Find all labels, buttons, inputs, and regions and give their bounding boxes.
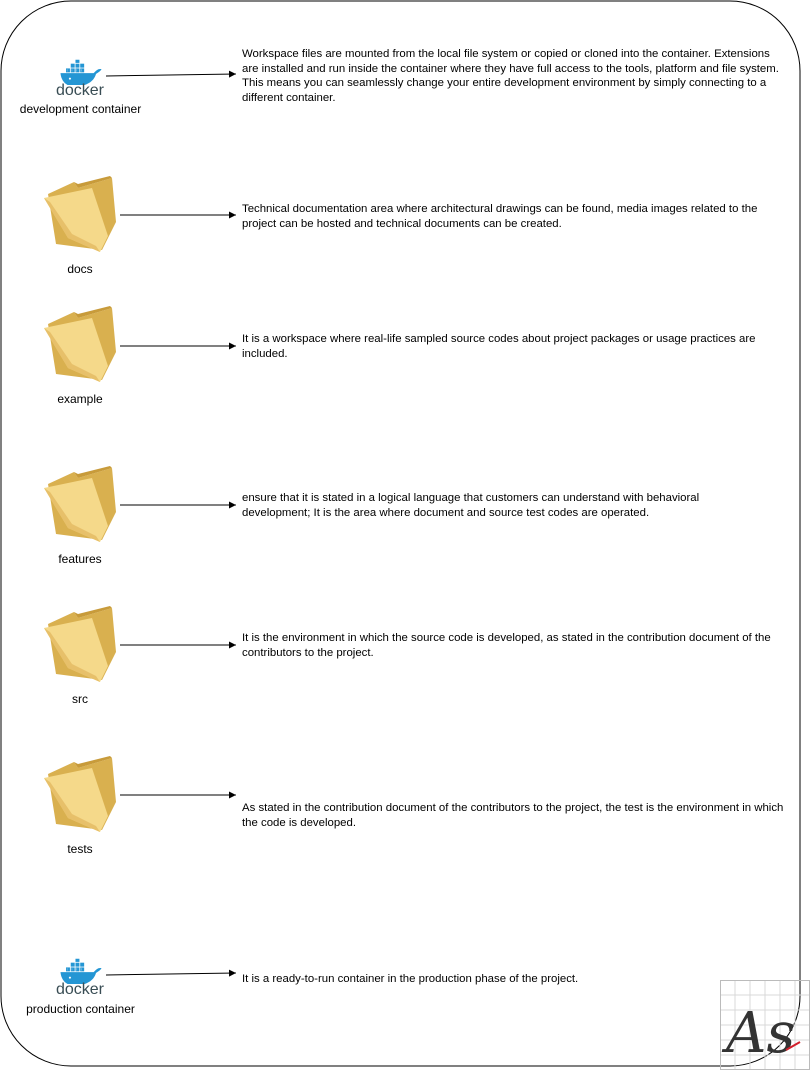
folder-icon — [38, 604, 122, 688]
description-example: It is a workspace where real-life sampled source codes about project packages or usage practices are included. — [242, 333, 756, 360]
docker-logo-icon — [55, 954, 107, 984]
description-src: It is the environment in which the source code is developed, as stated in the contribution document of the contributors to the project. — [242, 632, 771, 659]
description-docs: Technical documentation area where architectural drawings can be found, media images related to the project can be hosted and technical documents can be created. — [242, 203, 758, 230]
folder-icon — [38, 304, 122, 388]
folder-icon — [38, 754, 122, 838]
signature-text: As — [726, 1001, 796, 1066]
node-label-tests: tests — [67, 842, 93, 856]
description-development-container: Workspace files are mounted from the local file system or copied or cloned into the container. Extensions are installed and run inside the container where they have full access to the tools, platform and file system. This means you can seamlessly change your entire development environment by simply connecting to a different container. — [242, 48, 779, 105]
description-tests: As stated in the contribution document of the contributors to the project, the test is the environment in which the code is developed. — [242, 802, 784, 829]
docker-logo-text: docker — [55, 82, 105, 99]
node-label-features: features — [58, 552, 102, 566]
docker-logo-text: docker — [55, 981, 105, 998]
node-label-production-container: production container — [26, 1002, 135, 1016]
folder-icon — [38, 174, 122, 258]
docker-logo-icon — [55, 55, 107, 85]
node-label-example: example — [57, 392, 103, 406]
description-production-container: It is a ready-to-run container in the production phase of the project. — [242, 973, 579, 985]
node-label-development-container: development container — [19, 102, 142, 116]
folder-icon — [38, 464, 122, 548]
node-label-docs: docs — [67, 262, 93, 276]
description-features: ensure that it is stated in a logical language that customers can understand with behavioral development; It is the area where document and source test codes are operated. — [242, 492, 700, 519]
signature-logo-icon — [720, 980, 810, 1070]
node-label-src: src — [72, 692, 88, 706]
